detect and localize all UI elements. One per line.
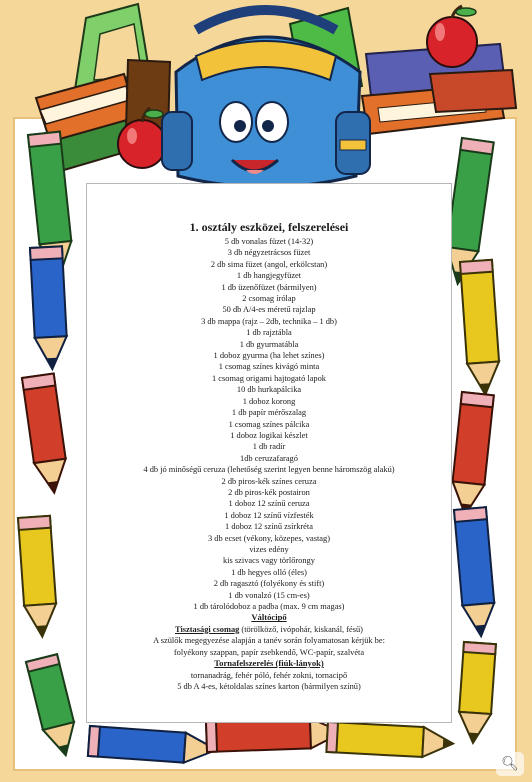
- supply-item: 3 db ecset (vékony, közepes, vastag): [207, 533, 330, 543]
- supply-item: 1 doboz 12 színű ceruza: [228, 499, 310, 509]
- supply-item: 1 csomag origami hajtogató lapok: [212, 373, 326, 383]
- supply-item: 1 doboz korong: [242, 396, 296, 406]
- supply-item: 3 db négyzetrácsos füzet: [227, 248, 311, 258]
- supply-item: 2 db sima füzet (angol, erkölcstan): [210, 259, 328, 269]
- supply-item: 1 db rajztábla: [246, 328, 292, 338]
- supply-item: 1 doboz 12 színű vízfesték: [224, 510, 314, 520]
- supply-item: 1 doboz logikai készlet: [230, 430, 308, 440]
- slipper-heading: Váltócipő: [251, 612, 287, 623]
- supply-list-content: [87, 220, 451, 692]
- magnifier-icon[interactable]: 🔍︎: [496, 752, 524, 776]
- supply-item: 1 db hangjegyfüzet: [236, 271, 302, 281]
- supply-item: 50 db A/4-es méretű rajzlap: [222, 305, 316, 315]
- request-line-2: folyékony szappan, papír zsebkendő, WC-papír, szalvéta: [173, 647, 365, 657]
- supply-item: 1 csomag színes kivágó minta: [218, 362, 320, 372]
- request-line-1: A szülők megegyezése alapján a tanév során folyamatosan kérjük be:: [153, 636, 385, 646]
- supply-item: 1 db papír mérőszalag: [231, 408, 307, 418]
- supply-item: 2 csomag írólap: [242, 294, 296, 304]
- hygiene-text: (törölköző, ivópohár, kiskanál, fésű): [241, 624, 363, 634]
- supply-item: 1 db gyurmatábla: [239, 339, 299, 349]
- supply-item: 2 db piros-kék színes ceruza: [221, 476, 317, 486]
- gym-text: tornanadrág, fehér póló, fehér zokni, tornacipő: [190, 670, 348, 680]
- hygiene-line: [87, 624, 451, 635]
- supply-item: 10 db hurkapálcika: [236, 385, 302, 395]
- supply-item: 1 csomag színes pálcika: [228, 419, 310, 429]
- page-title: 1. osztály eszközei, felszerelései: [189, 220, 349, 234]
- supply-item: 1 db tárolódoboz a padba (max. 9 cm magas): [193, 602, 345, 611]
- apple-right-illustration: [427, 6, 477, 67]
- hygiene-label: Tisztasági csomag: [175, 624, 240, 634]
- supply-item: vizes edény: [249, 544, 289, 554]
- supply-item: 1 db radír: [252, 442, 286, 452]
- supply-item: 2 db piros-kék postairon: [228, 487, 310, 497]
- supply-item: 1 db üzenőfüzet (bármilyen): [221, 282, 317, 292]
- gym-heading: Tornafelszerelés (fiúk-lányok): [214, 658, 324, 669]
- supply-item: 1 db vonalzó (15 cm-es): [228, 590, 310, 600]
- supply-items-list: [87, 236, 451, 612]
- supply-list-sheet: [86, 183, 452, 723]
- supply-item: 1db ceruzafaragó: [240, 453, 298, 463]
- supply-item: 4 db jó minőségű ceruza (lehetőség szerint legyen benne háromszög alakú): [143, 465, 395, 475]
- cardboard-line: 5 db A 4-es, kétoldalas színes karton (bármilyen színű): [177, 682, 361, 692]
- supply-item: 1 doboz gyurma (ha lehet színes): [213, 351, 325, 361]
- supply-item: 5 db vonalas füzet (14-32): [224, 237, 314, 246]
- supply-item: 1 doboz 12 színű zsírkréta: [225, 522, 313, 532]
- supply-item: kis szivacs vagy törlőrongy: [223, 556, 315, 566]
- supply-item: 1 db hegyes olló (éles): [231, 567, 307, 577]
- supply-item: 3 db mappa (rajz – 2db, technika – 1 db): [201, 316, 337, 326]
- supply-item: 2 db ragasztó (folyékony és stift): [213, 579, 325, 589]
